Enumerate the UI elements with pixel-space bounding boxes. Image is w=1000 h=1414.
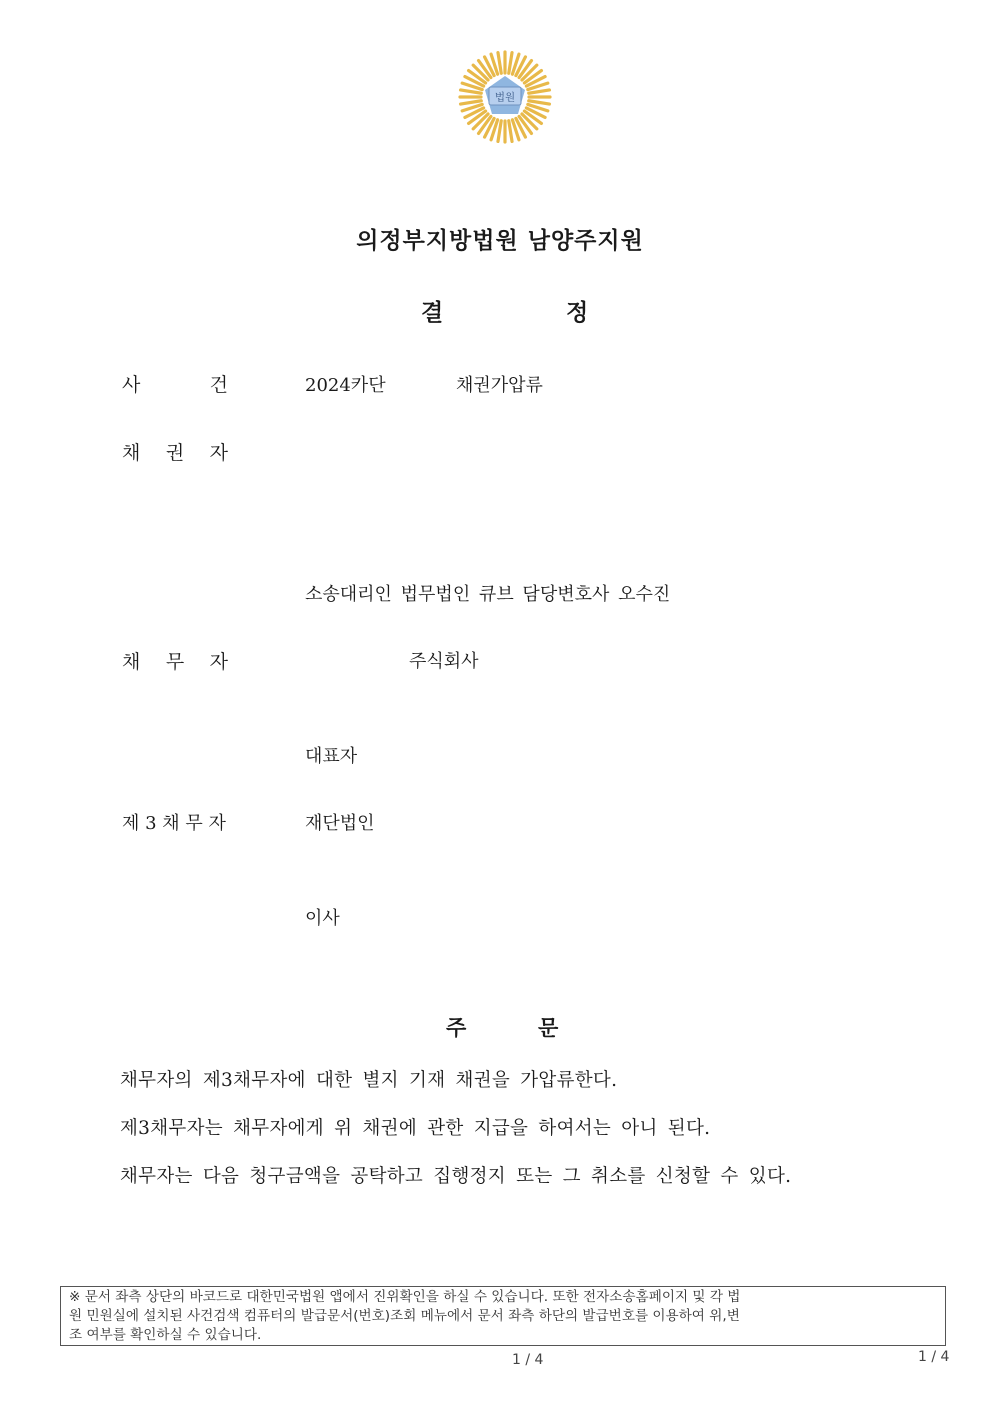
creditor-label-b: 권 bbox=[165, 442, 185, 464]
case-label bbox=[122, 370, 228, 397]
case-label-b: 건 bbox=[209, 374, 228, 396]
debtor-label-c: 자 bbox=[209, 651, 228, 673]
creditor-agent: 소송대리인 법무법인 큐브 담당변호사 오수진 bbox=[305, 584, 671, 605]
notice-line-1: ※ 문서 좌측 상단의 바코드로 대한민국법원 앱에서 진위확인을 하실 수 있습니다. 또한 전자소송홈페이지 및 각 법 bbox=[69, 1289, 741, 1305]
creditor-label-a: 채 bbox=[122, 442, 141, 464]
order-heading-right: 문 bbox=[538, 1016, 559, 1040]
debtor-company: 주식회사 bbox=[409, 651, 479, 672]
order-line-3: 채무자는 다음 청구금액을 공탁하고 집행정지 또는 그 취소를 신청할 수 있다. bbox=[120, 1166, 792, 1187]
page-number-center: 1 / 4 bbox=[512, 1352, 544, 1368]
emblem-label: 법원 bbox=[494, 91, 516, 104]
case-label-a: 사 bbox=[122, 374, 141, 396]
debtor-label bbox=[122, 647, 228, 674]
court-name: 의정부지방법원 남양주지원 bbox=[356, 228, 644, 254]
third-debtor-director: 이사 bbox=[305, 908, 340, 929]
document-title-left: 결 bbox=[421, 300, 444, 326]
document-title-right: 정 bbox=[566, 300, 589, 326]
debtor-representative: 대표자 bbox=[305, 746, 358, 767]
case-type: 채권가압류 bbox=[456, 375, 543, 396]
debtor-label-b: 무 bbox=[165, 651, 185, 673]
third-debtor-entity: 재단법인 bbox=[305, 813, 375, 834]
notice-line-2: 원 민원실에 설치된 사건검색 컴퓨터의 발급문서(번호)조회 메뉴에서 문서 좌측 하단의 발급번호를 이용하여 위,변 bbox=[69, 1308, 740, 1324]
case-number: 2024카단 bbox=[305, 375, 386, 396]
third-debtor-label: 제 3 채 무 자 bbox=[122, 813, 226, 834]
order-line-2: 제3채무자는 채무자에게 위 채권에 관한 지급을 하여서는 아니 된다. bbox=[120, 1118, 711, 1139]
debtor-label-a: 채 bbox=[122, 651, 141, 673]
order-line-1: 채무자의 제3채무자에 대한 별지 기재 채권을 가압류한다. bbox=[120, 1070, 618, 1091]
creditor-label bbox=[122, 438, 228, 465]
verification-notice bbox=[60, 1286, 946, 1346]
creditor-label-c: 자 bbox=[209, 442, 228, 464]
order-heading-left: 주 bbox=[446, 1016, 467, 1040]
page-number-right: 1 / 4 bbox=[918, 1349, 950, 1365]
court-emblem-icon bbox=[458, 50, 552, 144]
notice-line-3: 조 여부를 확인하실 수 있습니다. bbox=[69, 1327, 262, 1343]
